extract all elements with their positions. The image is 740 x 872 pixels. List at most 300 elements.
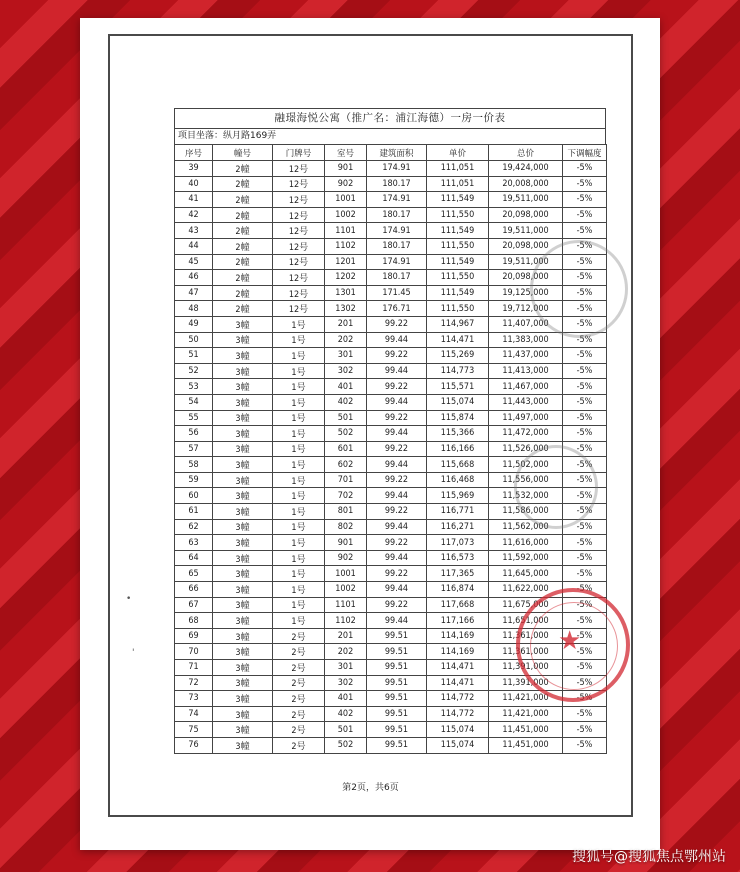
- door-number-cell: 1号: [273, 488, 325, 504]
- room-cell: 401: [325, 691, 367, 707]
- table-row: [175, 301, 607, 317]
- area-cell: 99.22: [367, 472, 427, 488]
- door-number-cell: 1号: [273, 597, 325, 613]
- total-price-cell: 11,361,000: [489, 628, 563, 644]
- area-cell: 171.45: [367, 285, 427, 301]
- table-row: [175, 737, 607, 753]
- total-price-cell: 20,098,000: [489, 270, 563, 286]
- seq-cell: 45: [175, 254, 213, 270]
- seq-cell: 46: [175, 270, 213, 286]
- building-cell: 3幢: [213, 737, 273, 753]
- room-cell: 501: [325, 722, 367, 738]
- seq-cell: 48: [175, 301, 213, 317]
- discount-cell: -5%: [563, 550, 607, 566]
- table-row: [175, 285, 607, 301]
- building-cell: 3幢: [213, 675, 273, 691]
- room-cell: 201: [325, 628, 367, 644]
- area-cell: 99.22: [367, 316, 427, 332]
- seq-cell: 50: [175, 332, 213, 348]
- seq-cell: 68: [175, 613, 213, 629]
- building-cell: 3幢: [213, 441, 273, 457]
- table-row: [175, 238, 607, 254]
- total-price-cell: 19,511,000: [489, 254, 563, 270]
- room-cell: 901: [325, 161, 367, 177]
- total-price-cell: 11,413,000: [489, 363, 563, 379]
- area-cell: 99.22: [367, 504, 427, 520]
- column-header: 序号: [175, 145, 213, 161]
- seq-cell: 67: [175, 597, 213, 613]
- room-cell: 902: [325, 550, 367, 566]
- building-cell: 2幢: [213, 192, 273, 208]
- building-cell: 2幢: [213, 238, 273, 254]
- table-row: [175, 426, 607, 442]
- discount-cell: -5%: [563, 535, 607, 551]
- table-row: [175, 675, 607, 691]
- room-cell: 1101: [325, 597, 367, 613]
- seq-cell: 44: [175, 238, 213, 254]
- total-price-cell: 11,502,000: [489, 457, 563, 473]
- table-row: [175, 207, 607, 223]
- total-price-cell: 11,361,000: [489, 644, 563, 660]
- discount-cell: -5%: [563, 441, 607, 457]
- room-cell: 302: [325, 675, 367, 691]
- seq-cell: 54: [175, 394, 213, 410]
- total-price-cell: 11,556,000: [489, 472, 563, 488]
- room-cell: 1201: [325, 254, 367, 270]
- table-row: [175, 332, 607, 348]
- area-cell: 174.91: [367, 161, 427, 177]
- room-cell: 1001: [325, 566, 367, 582]
- discount-cell: -5%: [563, 161, 607, 177]
- building-cell: 3幢: [213, 348, 273, 364]
- building-cell: 3幢: [213, 660, 273, 676]
- area-cell: 99.51: [367, 675, 427, 691]
- seq-cell: 59: [175, 472, 213, 488]
- seq-cell: 58: [175, 457, 213, 473]
- seq-cell: 53: [175, 379, 213, 395]
- building-cell: 3幢: [213, 363, 273, 379]
- door-number-cell: 12号: [273, 301, 325, 317]
- seq-cell: 57: [175, 441, 213, 457]
- door-number-cell: 2号: [273, 722, 325, 738]
- area-cell: 99.51: [367, 628, 427, 644]
- building-cell: 3幢: [213, 644, 273, 660]
- room-cell: 802: [325, 519, 367, 535]
- door-number-cell: 1号: [273, 566, 325, 582]
- total-price-cell: 20,098,000: [489, 207, 563, 223]
- discount-cell: -5%: [563, 660, 607, 676]
- unit-price-cell: 111,549: [427, 192, 489, 208]
- area-cell: 99.44: [367, 519, 427, 535]
- table-row: [175, 628, 607, 644]
- door-number-cell: 12号: [273, 161, 325, 177]
- table-row: [175, 660, 607, 676]
- building-cell: 3幢: [213, 316, 273, 332]
- building-cell: 3幢: [213, 457, 273, 473]
- building-cell: 2幢: [213, 207, 273, 223]
- seq-cell: 71: [175, 660, 213, 676]
- document-title: 融璟海悦公寓（推广名：浦江海德）一房一价表: [174, 108, 606, 128]
- unit-price-cell: 115,874: [427, 410, 489, 426]
- unit-price-cell: 114,471: [427, 332, 489, 348]
- total-price-cell: 19,424,000: [489, 161, 563, 177]
- total-price-cell: 11,651,000: [489, 613, 563, 629]
- price-list-sheet: [108, 34, 633, 817]
- unit-price-cell: 114,471: [427, 660, 489, 676]
- room-cell: 202: [325, 644, 367, 660]
- column-header: 下调幅度: [563, 145, 607, 161]
- area-cell: 99.22: [367, 348, 427, 364]
- area-cell: 99.44: [367, 363, 427, 379]
- building-cell: 2幢: [213, 270, 273, 286]
- discount-cell: -5%: [563, 410, 607, 426]
- discount-cell: -5%: [563, 270, 607, 286]
- discount-cell: -5%: [563, 207, 607, 223]
- area-cell: 174.91: [367, 254, 427, 270]
- discount-cell: -5%: [563, 348, 607, 364]
- area-cell: 176.71: [367, 301, 427, 317]
- room-cell: 602: [325, 457, 367, 473]
- unit-price-cell: 111,550: [427, 207, 489, 223]
- total-price-cell: 11,562,000: [489, 519, 563, 535]
- room-cell: 302: [325, 363, 367, 379]
- table-body: [175, 161, 607, 754]
- unit-price-cell: 115,074: [427, 737, 489, 753]
- seq-cell: 61: [175, 504, 213, 520]
- room-cell: 202: [325, 332, 367, 348]
- table-row: [175, 535, 607, 551]
- seq-cell: 66: [175, 582, 213, 598]
- room-cell: 701: [325, 472, 367, 488]
- seq-cell: 49: [175, 316, 213, 332]
- door-number-cell: 12号: [273, 254, 325, 270]
- table-row: [175, 316, 607, 332]
- area-cell: 99.44: [367, 613, 427, 629]
- seq-cell: 47: [175, 285, 213, 301]
- room-cell: 601: [325, 441, 367, 457]
- area-cell: 99.44: [367, 332, 427, 348]
- area-cell: 99.44: [367, 488, 427, 504]
- building-cell: 3幢: [213, 504, 273, 520]
- area-cell: 180.17: [367, 270, 427, 286]
- unit-price-cell: 115,074: [427, 722, 489, 738]
- table-row: [175, 410, 607, 426]
- table-row: [175, 504, 607, 520]
- project-location: 项目坐落：纵月路169弄: [174, 128, 606, 144]
- margin-mark: ': [132, 648, 135, 658]
- total-price-cell: 20,008,000: [489, 176, 563, 192]
- area-cell: 99.22: [367, 441, 427, 457]
- table-row: [175, 722, 607, 738]
- seq-cell: 39: [175, 161, 213, 177]
- discount-cell: -5%: [563, 628, 607, 644]
- unit-price-cell: 117,166: [427, 613, 489, 629]
- total-price-cell: 19,712,000: [489, 301, 563, 317]
- door-number-cell: 12号: [273, 207, 325, 223]
- building-cell: 3幢: [213, 597, 273, 613]
- table-row: [175, 613, 607, 629]
- unit-price-cell: 114,471: [427, 675, 489, 691]
- discount-cell: -5%: [563, 394, 607, 410]
- column-header: 室号: [325, 145, 367, 161]
- room-cell: 502: [325, 426, 367, 442]
- table-header-row: [175, 145, 607, 161]
- discount-cell: -5%: [563, 519, 607, 535]
- discount-cell: -5%: [563, 285, 607, 301]
- door-number-cell: 12号: [273, 238, 325, 254]
- total-price-cell: 11,622,000: [489, 582, 563, 598]
- page-footer: 第2页，共6页: [342, 783, 399, 793]
- unit-price-cell: 115,366: [427, 426, 489, 442]
- building-cell: 2幢: [213, 301, 273, 317]
- discount-cell: -5%: [563, 426, 607, 442]
- door-number-cell: 2号: [273, 691, 325, 707]
- area-cell: 99.51: [367, 737, 427, 753]
- discount-cell: -5%: [563, 566, 607, 582]
- area-cell: 99.22: [367, 597, 427, 613]
- room-cell: 1102: [325, 238, 367, 254]
- area-cell: 99.44: [367, 426, 427, 442]
- unit-price-cell: 111,051: [427, 161, 489, 177]
- unit-price-cell: 114,772: [427, 691, 489, 707]
- table-row: [175, 550, 607, 566]
- door-number-cell: 1号: [273, 410, 325, 426]
- area-cell: 99.22: [367, 379, 427, 395]
- table-row: [175, 519, 607, 535]
- seq-cell: 62: [175, 519, 213, 535]
- seq-cell: 41: [175, 192, 213, 208]
- seq-cell: 72: [175, 675, 213, 691]
- discount-cell: -5%: [563, 176, 607, 192]
- room-cell: 402: [325, 706, 367, 722]
- area-cell: 180.17: [367, 176, 427, 192]
- building-cell: 3幢: [213, 613, 273, 629]
- discount-cell: -5%: [563, 301, 607, 317]
- door-number-cell: 12号: [273, 285, 325, 301]
- unit-price-cell: 111,550: [427, 238, 489, 254]
- building-cell: 3幢: [213, 519, 273, 535]
- discount-cell: -5%: [563, 254, 607, 270]
- total-price-cell: 11,675,000: [489, 597, 563, 613]
- seq-cell: 56: [175, 426, 213, 442]
- door-number-cell: 1号: [273, 472, 325, 488]
- discount-cell: -5%: [563, 706, 607, 722]
- total-price-cell: 11,532,000: [489, 488, 563, 504]
- room-cell: 402: [325, 394, 367, 410]
- discount-cell: -5%: [563, 472, 607, 488]
- total-price-cell: 11,467,000: [489, 379, 563, 395]
- unit-price-cell: 117,668: [427, 597, 489, 613]
- building-cell: 3幢: [213, 332, 273, 348]
- total-price-cell: 19,511,000: [489, 192, 563, 208]
- table-row: [175, 394, 607, 410]
- discount-cell: -5%: [563, 644, 607, 660]
- seq-cell: 70: [175, 644, 213, 660]
- building-cell: 2幢: [213, 285, 273, 301]
- unit-price-cell: 115,074: [427, 394, 489, 410]
- door-number-cell: 1号: [273, 426, 325, 442]
- door-number-cell: 1号: [273, 582, 325, 598]
- building-cell: 3幢: [213, 691, 273, 707]
- column-header: 门牌号: [273, 145, 325, 161]
- seq-cell: 43: [175, 223, 213, 239]
- door-number-cell: 2号: [273, 706, 325, 722]
- table-row: [175, 582, 607, 598]
- discount-cell: -5%: [563, 597, 607, 613]
- total-price-cell: 11,451,000: [489, 722, 563, 738]
- area-cell: 99.51: [367, 644, 427, 660]
- area-cell: 180.17: [367, 207, 427, 223]
- table-row: [175, 161, 607, 177]
- total-price-cell: 11,592,000: [489, 550, 563, 566]
- room-cell: 501: [325, 410, 367, 426]
- total-price-cell: 11,526,000: [489, 441, 563, 457]
- door-number-cell: 1号: [273, 316, 325, 332]
- unit-price-cell: 111,549: [427, 223, 489, 239]
- building-cell: 2幢: [213, 176, 273, 192]
- door-number-cell: 1号: [273, 332, 325, 348]
- building-cell: 2幢: [213, 161, 273, 177]
- building-cell: 3幢: [213, 394, 273, 410]
- unit-price-cell: 115,969: [427, 488, 489, 504]
- seq-cell: 65: [175, 566, 213, 582]
- unit-price-cell: 114,967: [427, 316, 489, 332]
- area-cell: 180.17: [367, 238, 427, 254]
- seq-cell: 69: [175, 628, 213, 644]
- unit-price-cell: 117,073: [427, 535, 489, 551]
- table-row: [175, 379, 607, 395]
- room-cell: 801: [325, 504, 367, 520]
- table-row: [175, 176, 607, 192]
- building-cell: 3幢: [213, 566, 273, 582]
- total-price-cell: 11,407,000: [489, 316, 563, 332]
- table-row: [175, 348, 607, 364]
- room-cell: 1102: [325, 613, 367, 629]
- total-price-cell: 11,391,000: [489, 675, 563, 691]
- table-row: [175, 441, 607, 457]
- unit-price-cell: 116,271: [427, 519, 489, 535]
- door-number-cell: 1号: [273, 348, 325, 364]
- total-price-cell: 11,451,000: [489, 737, 563, 753]
- area-cell: 99.51: [367, 722, 427, 738]
- door-number-cell: 1号: [273, 363, 325, 379]
- discount-cell: -5%: [563, 363, 607, 379]
- building-cell: 3幢: [213, 472, 273, 488]
- room-cell: 1302: [325, 301, 367, 317]
- total-price-cell: 11,497,000: [489, 410, 563, 426]
- discount-cell: -5%: [563, 223, 607, 239]
- room-cell: 1002: [325, 582, 367, 598]
- table-row: [175, 457, 607, 473]
- building-cell: 2幢: [213, 223, 273, 239]
- unit-price-cell: 115,668: [427, 457, 489, 473]
- building-cell: 3幢: [213, 379, 273, 395]
- discount-cell: -5%: [563, 192, 607, 208]
- room-cell: 1301: [325, 285, 367, 301]
- unit-price-cell: 111,550: [427, 270, 489, 286]
- total-price-cell: 11,437,000: [489, 348, 563, 364]
- door-number-cell: 1号: [273, 535, 325, 551]
- total-price-cell: 11,421,000: [489, 706, 563, 722]
- unit-price-cell: 114,773: [427, 363, 489, 379]
- price-table: [174, 144, 607, 754]
- room-cell: 1001: [325, 192, 367, 208]
- room-cell: 301: [325, 348, 367, 364]
- area-cell: 99.44: [367, 457, 427, 473]
- unit-price-cell: 114,169: [427, 628, 489, 644]
- unit-price-cell: 111,549: [427, 254, 489, 270]
- column-header: 总价: [489, 145, 563, 161]
- unit-price-cell: 115,571: [427, 379, 489, 395]
- seq-cell: 63: [175, 535, 213, 551]
- seq-cell: 76: [175, 737, 213, 753]
- unit-price-cell: 115,269: [427, 348, 489, 364]
- door-number-cell: 2号: [273, 737, 325, 753]
- margin-mark: •: [126, 594, 132, 604]
- room-cell: 301: [325, 660, 367, 676]
- door-number-cell: 2号: [273, 675, 325, 691]
- door-number-cell: 12号: [273, 176, 325, 192]
- door-number-cell: 1号: [273, 441, 325, 457]
- table-row: [175, 223, 607, 239]
- unit-price-cell: 114,772: [427, 706, 489, 722]
- room-cell: 1101: [325, 223, 367, 239]
- door-number-cell: 2号: [273, 644, 325, 660]
- discount-cell: -5%: [563, 332, 607, 348]
- door-number-cell: 12号: [273, 270, 325, 286]
- area-cell: 99.51: [367, 691, 427, 707]
- area-cell: 99.44: [367, 394, 427, 410]
- room-cell: 502: [325, 737, 367, 753]
- discount-cell: -5%: [563, 722, 607, 738]
- area-cell: 99.51: [367, 660, 427, 676]
- total-price-cell: 11,616,000: [489, 535, 563, 551]
- total-price-cell: 11,443,000: [489, 394, 563, 410]
- total-price-cell: 20,098,000: [489, 238, 563, 254]
- area-cell: 99.22: [367, 410, 427, 426]
- seq-cell: 55: [175, 410, 213, 426]
- total-price-cell: 11,383,000: [489, 332, 563, 348]
- room-cell: 1202: [325, 270, 367, 286]
- discount-cell: -5%: [563, 379, 607, 395]
- unit-price-cell: 116,573: [427, 550, 489, 566]
- seq-cell: 64: [175, 550, 213, 566]
- price-table-block: [174, 108, 606, 754]
- total-price-cell: 19,511,000: [489, 223, 563, 239]
- building-cell: 3幢: [213, 550, 273, 566]
- unit-price-cell: 111,549: [427, 285, 489, 301]
- discount-cell: -5%: [563, 238, 607, 254]
- discount-cell: -5%: [563, 504, 607, 520]
- total-price-cell: 11,391,000: [489, 660, 563, 676]
- seq-cell: 51: [175, 348, 213, 364]
- table-row: [175, 192, 607, 208]
- table-row: [175, 691, 607, 707]
- seq-cell: 42: [175, 207, 213, 223]
- room-cell: 201: [325, 316, 367, 332]
- unit-price-cell: 111,550: [427, 301, 489, 317]
- discount-cell: -5%: [563, 316, 607, 332]
- door-number-cell: 1号: [273, 457, 325, 473]
- discount-cell: -5%: [563, 488, 607, 504]
- room-cell: 901: [325, 535, 367, 551]
- door-number-cell: 1号: [273, 550, 325, 566]
- door-number-cell: 12号: [273, 192, 325, 208]
- unit-price-cell: 116,874: [427, 582, 489, 598]
- unit-price-cell: 114,169: [427, 644, 489, 660]
- table-row: [175, 488, 607, 504]
- building-cell: 3幢: [213, 426, 273, 442]
